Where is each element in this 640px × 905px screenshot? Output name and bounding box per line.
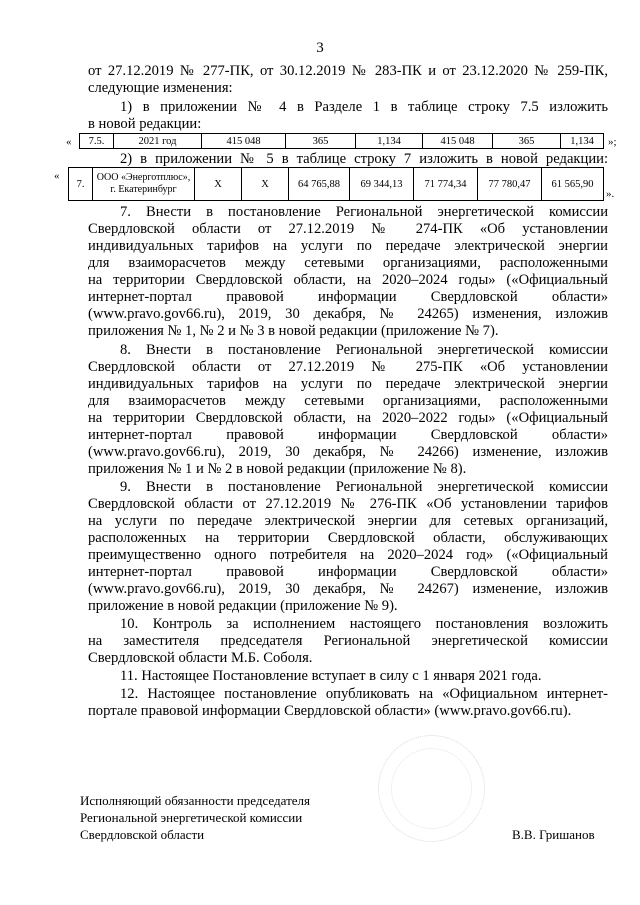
para8-line: индивидуальных тарифов на услуги по передаче электрической энергии [88, 376, 608, 392]
seal-stamp [378, 735, 485, 842]
para8-line: интернет-портал правовой информации Свердловской области» [88, 427, 608, 443]
table1-cell: 415 048 [202, 134, 286, 149]
table1-row [80, 134, 604, 149]
table2-cell: X [195, 168, 242, 201]
para7-line: Свердловской области от 27.12.2019 № 274-ПК «Об установлении [88, 221, 608, 237]
para8-line: Свердловской области от 27.12.2019 № 275-ПК «Об установлении [88, 359, 608, 375]
table1-cell: 1,134 [356, 134, 423, 149]
table2-cell: 71 774,34 [414, 168, 478, 201]
item1-line-1: 1) в приложении № 4 в Разделе 1 в таблице строку 7.5 изложить [120, 99, 608, 115]
intro-line-2: следующие изменения: [88, 80, 233, 96]
para10-line: 10. Контроль за исполнением настоящего постановления возложить [120, 616, 608, 632]
para7-line: индивидуальных тарифов на услуги по передаче электрической энергии [88, 238, 608, 254]
table2-close-quote: ». [606, 188, 615, 200]
para10-line: на заместителя председателя Региональной энергетической комиссии [88, 633, 608, 649]
table2-row [69, 168, 604, 201]
table1-cell: 415 048 [423, 134, 493, 149]
para9-line: (www.pravo.gov66.ru), 2019, 30 декабря, № 24267) изменение, изложив [88, 581, 608, 597]
table2-cell: 77 780,47 [478, 168, 542, 201]
table2-open-quote: « [54, 170, 60, 182]
para7-line: (www.pravo.gov66.ru), 2019, 30 декабря, № 24265) изменения, изложив [88, 306, 608, 322]
signatory-name: В.В. Гришанов [512, 827, 595, 842]
table1 [79, 133, 604, 149]
para9-line: преимущественно одного потребителя на 2020–2024 год» («Официальный [88, 547, 608, 563]
page-number: 3 [316, 40, 324, 56]
para9-line: расположенных на территории Свердловской области, обслуживающих [88, 530, 608, 546]
para8-line: приложения № 1 и № 2 в новой редакции (приложение № 8). [88, 461, 467, 477]
signature-line: Свердловской области [80, 827, 205, 842]
table2-cell: 64 765,88 [289, 168, 350, 201]
table1-close-quote: »; [608, 136, 617, 148]
para10-line: Свердловской области М.Б. Соболя. [88, 650, 313, 666]
para9-line: приложение в новой редакции (приложение № 9). [88, 598, 398, 614]
item1-line-2: в новой редакции: [88, 116, 202, 132]
table1-open-quote: « [66, 136, 72, 148]
table2-cell: 69 344,13 [350, 168, 414, 201]
table1-cell: 365 [286, 134, 356, 149]
para7-line: приложения № 1, № 2 и № 3 в новой редакции (приложение № 7). [88, 323, 499, 339]
para7-line: для взаиморасчетов между сетевыми организациями, расположенными [88, 255, 608, 271]
para8-line: 8. Внести в постановление Региональной энергетической комиссии [120, 342, 608, 358]
table2-cell: 61 565,90 [542, 168, 604, 201]
para8-line: на территории Свердловской области, на 2020–2022 годы» («Официальный [88, 410, 608, 426]
table2 [68, 167, 604, 201]
para7-line: 7. Внести в постановление Региональной энергетической комиссии [120, 204, 608, 220]
para9-line: интернет-портал правовой информации Свердловской области» [88, 564, 608, 580]
para9-line: 9. Внести в постановление Региональной энергетической комиссии [120, 479, 608, 495]
para12-line: 12. Настоящее постановление опубликовать на «Официальном интернет- [120, 686, 608, 702]
para12-line: портале правовой информации Свердловской области» (www.pravo.gov66.ru). [88, 703, 572, 719]
table1-cell: 365 [493, 134, 561, 149]
para7-line: интернет-портал правовой информации Свердловской области» [88, 289, 608, 305]
para9-line: Свердловской области от 27.12.2019 № 276-ПК «Об установлении тарифов [88, 496, 608, 512]
table2-cell-org: ООО «Энерготплюс», г. Екатеринбург [93, 168, 195, 201]
para11-line: 11. Настоящее Постановление вступает в силу с 1 января 2021 года. [120, 668, 542, 684]
table2-cell: 7. [69, 168, 93, 201]
table2-cell: X [242, 168, 289, 201]
para7-line: на территории Свердловской области, на 2020–2024 годы» («Официальный [88, 272, 608, 288]
signature-line: Региональной энергетической комиссии [80, 810, 303, 825]
table1-cell: 1,134 [561, 134, 604, 149]
signature-line: Исполняющий обязанности председателя [80, 793, 310, 808]
intro-line-1: от 27.12.2019 № 277-ПК, от 30.12.2019 № 283-ПК и от 23.12.2020 № 259-ПК, [88, 63, 608, 79]
para9-line: на услуги по передаче электрической энергии для сетевых организаций, [88, 513, 608, 529]
table1-cell: 7.5. [80, 134, 114, 149]
table1-cell: 2021 год [114, 134, 202, 149]
item2-line: 2) в приложении № 5 в таблице строку 7 изложить в новой редакции: [120, 151, 608, 167]
para8-line: для взаиморасчетов между сетевыми организациями, расположенными [88, 393, 608, 409]
para8-line: (www.pravo.gov66.ru), 2019, 30 декабря, № 24266) изменение, изложив [88, 444, 608, 460]
